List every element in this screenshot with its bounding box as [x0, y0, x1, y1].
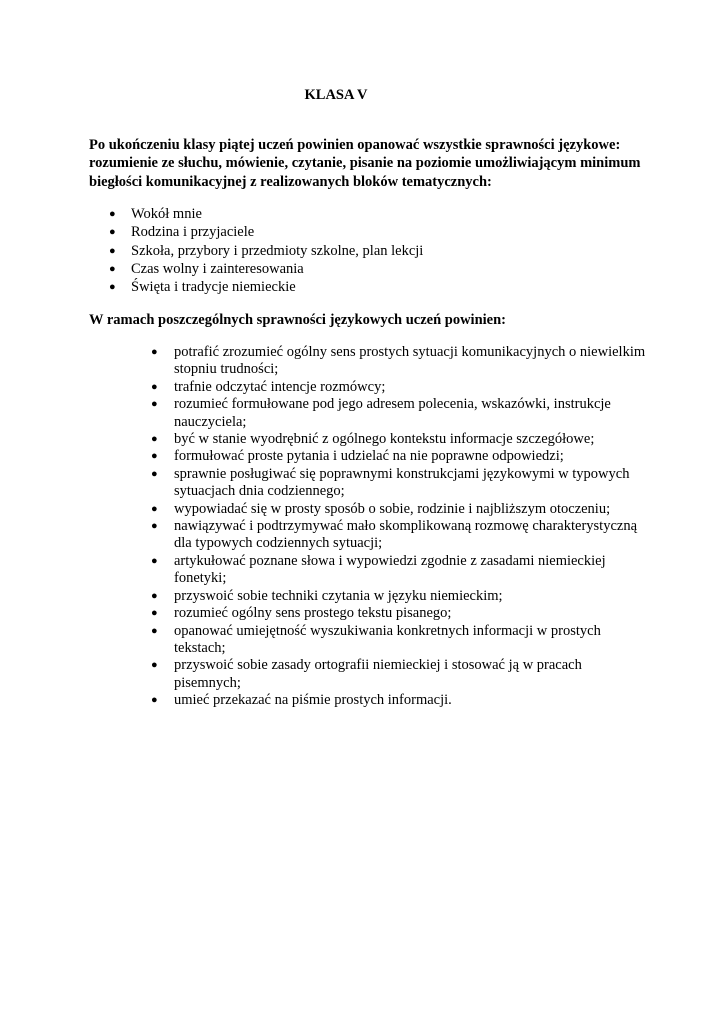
bullet-icon: ● — [109, 262, 116, 275]
bullet-icon: ● — [151, 554, 158, 567]
skill-text: trafnie odczytać intencje rozmówcy; — [174, 378, 386, 395]
topic-text: Święta i tradycje niemieckie — [131, 279, 296, 296]
list-item — [149, 657, 649, 692]
bullet-icon: ● — [151, 380, 158, 393]
bullet-icon: ● — [151, 607, 158, 620]
bullet-icon: ● — [151, 624, 158, 637]
bullet-icon: ● — [151, 450, 158, 463]
skill-text: przyswoić sobie techniki czytania w języku niemieckim; — [174, 587, 503, 604]
list-item — [149, 518, 649, 553]
skill-text: artykułować poznane słowa i wypowiedzi zgodnie z zasadami niemieckiej fonetyki; — [174, 552, 606, 587]
skill-text: rozumieć ogólny sens prostego tekstu pisanego; — [174, 605, 452, 622]
bullet-icon: ● — [151, 346, 158, 358]
topic-text: Szkoła, przybory i przedmioty szkolne, plan lekcji — [131, 242, 424, 259]
list-item — [149, 692, 649, 709]
bullet-icon: ● — [109, 226, 116, 239]
bullet-icon: ● — [151, 467, 158, 480]
skill-text: sprawnie posługiwać się poprawnymi konstrukcjami językowymi w typowych sytuacjach dnia codziennego; — [174, 465, 630, 500]
skill-text: formułować proste pytania i udzielać na nie poprawne odpowiedzi; — [174, 448, 564, 465]
list-item — [149, 466, 649, 501]
bullet-icon: ● — [151, 502, 158, 515]
skill-text: wypowiadać się w prosty sposób o sobie, rodzinie i najbliższym otoczeniu; — [174, 500, 611, 517]
page-title: KLASA V — [304, 87, 368, 103]
bullet-icon: ● — [109, 281, 116, 294]
skill-text: umieć przekazać na piśmie prostych informacji. — [174, 692, 452, 709]
intro-paragraph: Po ukończeniu klasy piątej uczeń powinien opanować wszystkie sprawności językowe: rozumienie ze słuchu, mówienie, czytanie, pisanie na poziomie umożliwiającym minimum biegłości komunikacyjnej z realizowanych bloków tematycznych: — [89, 137, 641, 190]
skill-text: przyswoić sobie zasady ortografii niemieckiej i stosować ją w pracach pisemnych; — [174, 657, 582, 691]
skill-text: być w stanie wyodrębnić z ogólnego kontekstu informacje szczegółowe; — [174, 431, 595, 448]
bullet-icon: ● — [151, 589, 158, 602]
list-item — [149, 605, 649, 622]
bullet-icon: ● — [109, 208, 116, 220]
bullet-icon: ● — [151, 433, 158, 446]
bullet-icon: ● — [151, 398, 158, 411]
skill-text: opanować umiejętność wyszukiwania konkretnych informacji w prostych tekstach; — [174, 622, 601, 656]
list-item — [149, 396, 649, 431]
list-item — [149, 588, 649, 605]
skills-heading: W ramach poszczególnych sprawności językowych uczeń powinien: — [89, 312, 506, 328]
list-item — [89, 278, 423, 296]
list-item — [149, 431, 649, 448]
list-item — [149, 501, 649, 518]
bullet-icon: ● — [151, 520, 158, 533]
skill-text: potrafić zrozumieć ogólny sens prostych sytuacji komunikacyjnych o niewielkim stopniu trudności; — [174, 344, 646, 378]
topic-text: Czas wolny i zainteresowania — [131, 260, 304, 277]
topic-text: Rodzina i przyjaciele — [131, 224, 255, 241]
list-item — [149, 623, 649, 658]
skill-text: nawiązywać i podtrzymywać mało skomplikowaną rozmowę charakterystyczną dla typowych codziennych sytuacji; — [174, 518, 638, 552]
list-item — [149, 553, 649, 588]
list-item — [89, 242, 423, 260]
topics-list — [89, 205, 423, 296]
list-item — [149, 379, 649, 396]
list-item — [89, 260, 423, 278]
skills-list — [149, 344, 649, 710]
bullet-icon: ● — [151, 694, 158, 707]
bullet-icon: ● — [151, 659, 158, 672]
list-item — [89, 223, 423, 241]
topic-text: Wokół mnie — [131, 206, 202, 222]
list-item — [89, 205, 423, 223]
skill-text: rozumieć formułowane pod jego adresem polecenia, wskazówki, instrukcje nauczyciela; — [174, 396, 611, 430]
list-item — [149, 344, 649, 379]
list-item — [149, 448, 649, 465]
bullet-icon: ● — [109, 244, 116, 257]
